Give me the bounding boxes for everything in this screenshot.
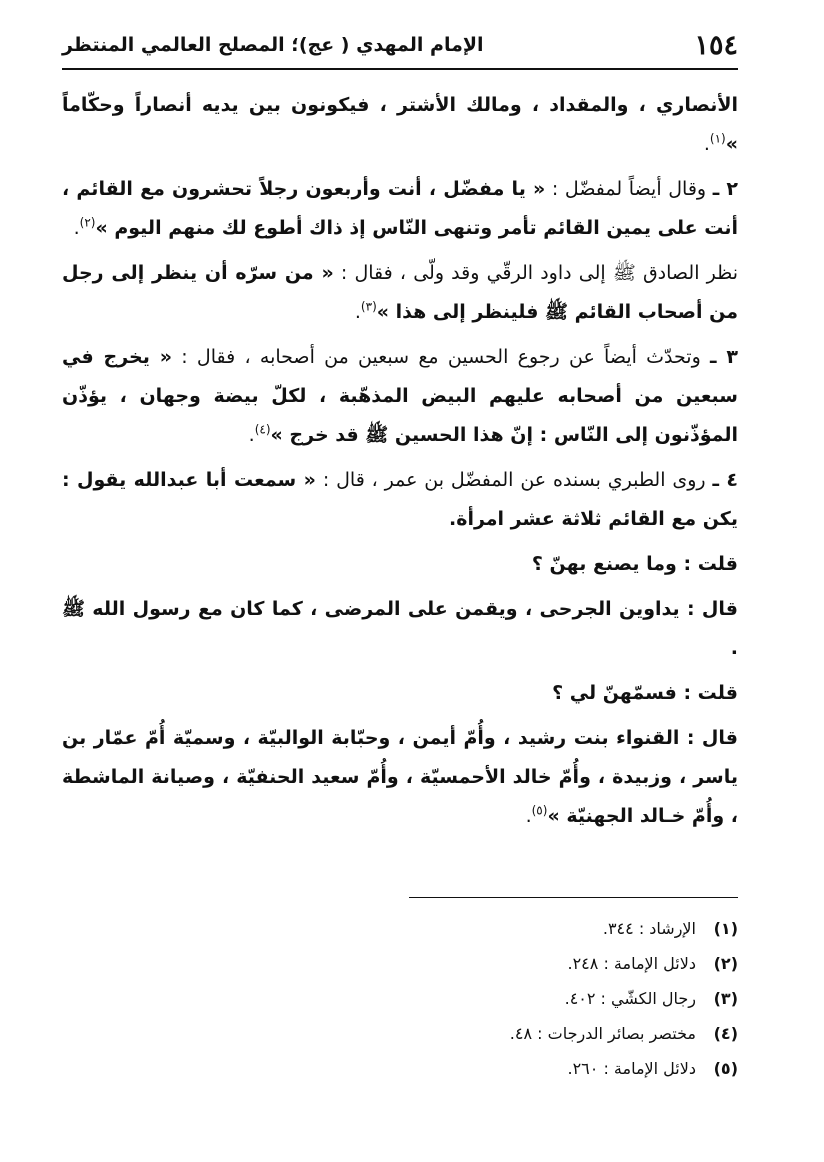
paragraph-lead: نظر الصادق ﷺ إلى داود الرقّي وقد ولّى ، فقال : [333, 262, 738, 284]
paragraph [62, 170, 738, 248]
paragraph-quote: الأنصاري ، والمقداد ، ومالك الأشتر ، فيكونون بين يديه أنصاراً وحكّاماً » [62, 94, 738, 155]
paragraph [62, 338, 738, 455]
footnote-text: دلائل الإمامة : ٢٤٨. [567, 954, 696, 973]
footnote [62, 946, 738, 981]
running-title: الإمام المهدي ( عج)؛ المصلح العالمي المنتظر [62, 33, 484, 56]
footnote-marker: (٢) [713, 954, 738, 973]
paragraph-tail: . [703, 133, 710, 155]
footnote-marker: (١) [713, 919, 738, 938]
paragraph-tail: . [525, 805, 532, 827]
footnote-marker: (٤) [713, 1024, 738, 1043]
paragraph-lead: روى الطبري بسنده عن المفضّل بن عمر ، قال : [315, 469, 706, 491]
paragraph-lead: وقال أيضاً لمفضّل : [545, 178, 707, 200]
footnote-marker: (٣) [713, 989, 738, 1008]
paragraph [62, 254, 738, 332]
footnote-ref: (١) [709, 131, 726, 146]
paragraph-quote: « يا مفضّل ، أنت وأربعون رجلاً تحشرون مع القائم ، أنت على يمين القائم تأمر وتنهى النّاس إذ ذاك أطوع لك منهم اليوم » [62, 178, 738, 239]
footnote-text: رجال الكشّي : ٤٠٢. [564, 989, 696, 1008]
paragraph-number: ٢ ـ [712, 178, 739, 200]
paragraph-quote: « سمعت أبا عبدالله يقول : يكن مع القائم ثلاثة عشر امرأة. [62, 469, 738, 530]
paragraph-quote: « من سرّه أن ينظر إلى رجل من أصحاب القائم ﷺ فلينظر إلى هذا » [62, 262, 738, 323]
footnote-ref: (٣) [360, 299, 377, 314]
footnote-ref: (٢) [79, 215, 96, 230]
paragraph-quote: « يخرج في سبعين من أصحابه عليهم البيض المذهّبة ، لكلّ بيضة وجهان ، يؤذّن المؤذّنون إلى النّاس : إنّ هذا الحسين ﷺ قد خرج » [62, 346, 738, 446]
footnote [62, 1016, 738, 1051]
footnote-ref: (٤) [254, 422, 271, 437]
paragraph-tail: . [73, 217, 80, 239]
paragraph [62, 674, 738, 713]
footnote-text: دلائل الإمامة : ٢٦٠. [567, 1059, 696, 1078]
paragraph-quote: قال : يداوين الجرحى ، ويقمن على المرضى ، كما كان مع رسول الله ﷺ . [62, 598, 738, 659]
footnote-marker: (٥) [713, 1059, 738, 1078]
footnotes [62, 911, 738, 1086]
paragraph [62, 461, 738, 539]
paragraph-quote: قلت : وما يصنع بهنّ ؟ [531, 553, 738, 575]
page-number: ١٥٤ [694, 29, 738, 61]
paragraph-tail: . [354, 301, 361, 323]
paragraph-quote: قال : القنواء بنت رشيد ، وأُمّ أيمن ، وحبّابة الوالبيّة ، وسميّة أُمّ عمّار بن ياسر ، وزبيدة ، وأُمّ خالد الأحمسيّة ، وأُمّ سعيد الحنفيّة ، وصيانة الماشطة ، وأُمّ خـالد الجهنيّة » [62, 727, 738, 827]
paragraph [62, 590, 738, 668]
footnote-text: الإرشاد : ٣٤٤. [602, 919, 696, 938]
footnote [62, 1051, 738, 1086]
paragraph [62, 86, 738, 164]
footnote-divider [409, 897, 738, 898]
paragraph [62, 719, 738, 836]
paragraph-number: ٣ ـ [710, 346, 738, 368]
footnote-ref: (٥) [531, 803, 548, 818]
main-text [62, 86, 738, 842]
paragraph-number: ٤ ـ [712, 469, 738, 491]
footnote [62, 911, 738, 946]
paragraph-lead: وتحدّث أيضاً عن رجوع الحسين مع سبعين من أصحابه ، فقال : [171, 346, 701, 368]
footnote-text: مختصر بصائر الدرجات : ٤٨. [509, 1024, 696, 1043]
paragraph-quote: قلت : فسمّهنّ لي ؟ [552, 682, 738, 704]
page-header [62, 22, 738, 70]
footnote [62, 981, 738, 1016]
paragraph [62, 545, 738, 584]
paragraph-tail: . [248, 424, 255, 446]
